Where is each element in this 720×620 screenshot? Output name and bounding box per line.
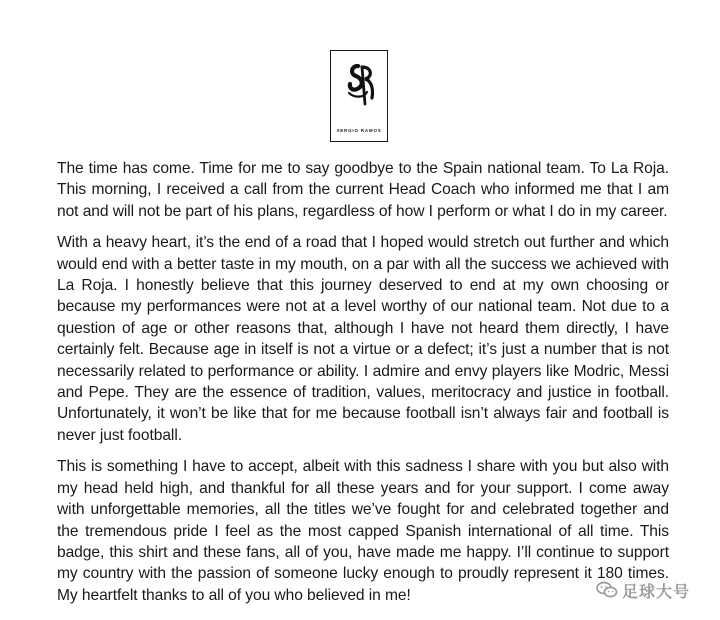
sergio-ramos-logo [330,50,388,142]
wechat-icon [596,581,618,599]
watermark-text: 足球大号 [622,581,691,601]
source-watermark [596,578,698,602]
sr-monogram-icon [339,59,379,113]
letter-paragraph-2: With a heavy heart, it’s the end of a road that I hoped would stretch out further and which would end with a better taste in my mouth, on a par with all the success we achieved with La Roja. I honestly believe that this journey deserved to end at my own choosing or because my performances were not at a level worthy of our national team. Not due to a question of age or other reasons that, although I have not heard them directly, I have certainly felt. Because age in itself is not a virtue or a defect; it’s just a number that is not necessarily related to performance or ability. I admire and envy players like Modric, Messi and Pepe. They are the essence of tradition, values, meritocracy and justice in football. Unfortunately, it won’t be like that for me because football isn’t always fair and football is never just football. [57,234,669,444]
letter-paragraph-3: This is something I have to accept, albeit with this sadness I share with you but also with my head held high, and thankful for all these years and for your support. I come away with unforgettable memories, all the titles we’ve fought for and celebrated together and the tremendous pride I feel as the most capped Spanish international of all time. This badge, this shirt and these fans, all of you, have made me happy. I’ll continue to support my country with the passion of someone lucky enough to proudly represent it 180 times. My heartfelt thanks to all of you who believed in me! [57,458,669,604]
announcement-letter [57,158,669,616]
letter-paragraph-1: The time has come. Time for me to say goodbye to the Spain national team. To La Roja. This morning, I received a call from the current Head Coach who informed me that I am not and will not be part of his plans, regardless of how I perform or what I do in my career. [57,160,669,220]
logo-name: SERGIO RAMOS [336,128,382,133]
